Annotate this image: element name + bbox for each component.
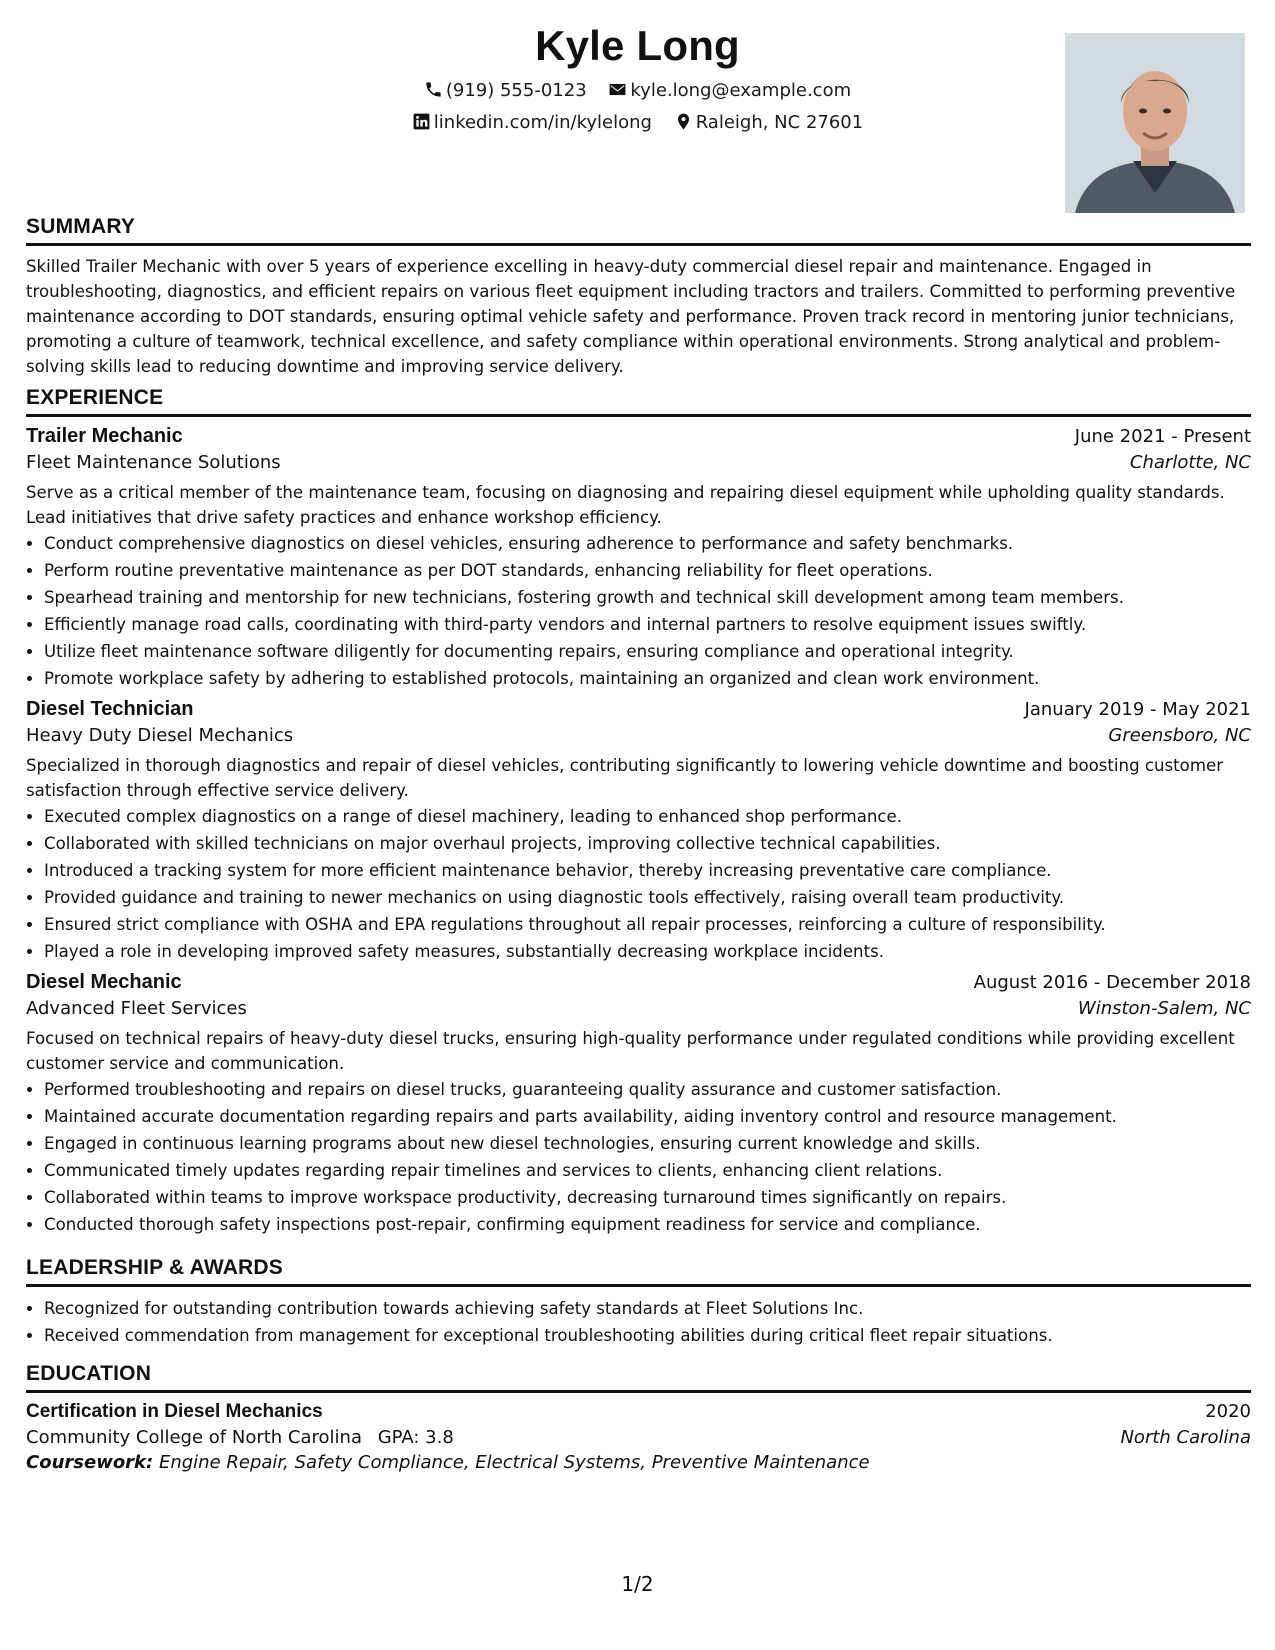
job-entry [26,971,1251,1238]
job-company: Heavy Duty Diesel Mechanics [26,725,294,746]
linkedin-icon [412,112,431,131]
bullet-item: • Spearhead training and mentorship for new technicians, fostering growth and technical skill development among team members. [44,584,1251,611]
bullet-item: • Conducted thorough safety inspections post-repair, confirming equipment readiness for service and compliance. [44,1211,1251,1238]
school-row [26,1427,1251,1448]
education-location: North Carolina [1120,1427,1251,1448]
education-heading: EDUCATION [26,1362,1251,1393]
job-title: Diesel Mechanic [26,971,182,993]
bullet-item: • Collaborated with skilled technicians on major overhaul projects, improving collective technical capabilities. [44,830,1251,857]
job-description: Specialized in thorough diagnostics and repair of diesel vehicles, contributing significantly to lowering vehicle downtime and boosting customer satisfaction through effective service delivery. [26,756,1224,800]
location-contact [674,112,864,133]
map-pin-icon [674,112,693,131]
bullet-item: • Performed troubleshooting and repairs on diesel trucks, guaranteeing quality assurance and customer satisfaction. [44,1076,1251,1103]
bullet-item: • Introduced a tracking system for more efficient maintenance behavior, thereby increasing preventative care compliance. [44,857,1251,884]
bullet-item: • Engaged in continuous learning programs about new diesel technologies, ensuring current knowledge and skills. [44,1130,1251,1157]
envelope-icon [608,80,627,99]
person-portrait-icon [1065,33,1245,213]
summary-text: Skilled Trailer Mechanic with over 5 years of experience excelling in heavy-duty commercial diesel repair and maintenance. Engaged in troubleshooting, diagnostics, and efficient repairs on various fleet equipment including tractors and trailers. Committed to performing preventive maintenance according to DOT standards, ensuring optimal vehicle safety and performance. Proven track record in mentoring junior technicians, promoting a culture of teamwork, technical excellence, and safety compliance within operational environments. Strong analytical and problem-solving skills lead to reducing downtime and improving service delivery. [26,257,1236,376]
job-company-row [26,725,1251,746]
job-bullets [26,803,1251,965]
school-info [26,1427,454,1448]
job-description: Focused on technical repairs of heavy-duty diesel trucks, ensuring high-quality performance under regulated conditions while providing excellent customer service and communication. [26,1029,1235,1073]
bullet-item: • Conduct comprehensive diagnostics on diesel vehicles, ensuring adherence to performance and safety benchmarks. [44,530,1251,557]
leadership-bullets [26,1295,1251,1349]
bullet-item: • Provided guidance and training to newer mechanics on using diagnostic tools effectively, raising overall team productivity. [44,884,1251,911]
phone-text: (919) 555-0123 [445,80,587,101]
job-location: Greensboro, NC [1108,725,1251,746]
bullet-item: • Executed complex diagnostics on a range of diesel machinery, leading to enhanced shop performance. [44,803,1251,830]
bullet-item: • Maintained accurate documentation regarding repairs and parts availability, aiding inventory control and resource management. [44,1103,1251,1130]
email-text: kyle.long@example.com [630,80,852,101]
bullet-item: • Collaborated within teams to improve workspace productivity, decreasing turnaround times significantly on repairs. [44,1184,1251,1211]
bullet-item: • Ensured strict compliance with OSHA and EPA regulations throughout all repair processes, reinforcing a culture of responsibility. [44,911,1251,938]
location-text: Raleigh, NC 27601 [695,112,864,133]
job-entry [26,425,1251,692]
job-company: Fleet Maintenance Solutions [26,452,281,473]
coursework-label: Coursework: [26,1452,154,1473]
bullet-item: • Received commendation from management for exceptional troubleshooting abilities during critical fleet repair situations. [44,1322,1251,1349]
gpa-text: GPA: 3.8 [377,1427,454,1448]
bullet-item: • Recognized for outstanding contribution towards achieving safety standards at Fleet Solutions Inc. [44,1295,1251,1322]
linkedin-text: linkedin.com/in/kylelong [433,112,652,133]
profile-photo [1065,33,1245,213]
job-title-row [26,698,1251,721]
job-title-row [26,971,1251,994]
job-location: Charlotte, NC [1129,452,1251,473]
education-year: 2020 [1205,1401,1251,1422]
job-company: Advanced Fleet Services [26,998,247,1019]
job-bullets [26,530,1251,692]
linkedin-contact[interactable] [412,112,652,133]
leadership-heading: LEADERSHIP & AWARDS [26,1256,1251,1287]
bullet-item: • Perform routine preventative maintenance as per DOT standards, enhancing reliability for fleet operations. [44,557,1251,584]
job-entry [26,698,1251,965]
bullet-item: • Efficiently manage road calls, coordinating with third-party vendors and internal partners to resolve equipment issues swiftly. [44,611,1251,638]
job-dates: August 2016 - December 2018 [973,972,1251,993]
phone-contact[interactable] [424,80,587,101]
job-title: Diesel Technician [26,698,194,720]
bullet-item: • Utilize fleet maintenance software diligently for documenting repairs, ensuring compliance and operational integrity. [44,638,1251,665]
experience-section [26,386,1251,1238]
coursework-row [26,1452,1251,1473]
job-dates: January 2019 - May 2021 [1024,699,1251,720]
page-number: 1/2 [621,1572,654,1596]
education-section [26,1362,1251,1473]
email-contact[interactable] [608,80,851,101]
job-company-row [26,452,1251,473]
experience-heading: EXPERIENCE [26,386,1251,417]
summary-section [26,215,1251,379]
job-description: Serve as a critical member of the maintenance team, focusing on diagnosing and repairing diesel equipment while upholding quality standards. Lead initiatives that drive safety practices and enhance workshop efficiency. [26,483,1225,527]
job-title-row [26,425,1251,448]
degree-title: Certification in Diesel Mechanics [26,1401,323,1422]
coursework-text: Engine Repair, Safety Compliance, Electrical Systems, Preventive Maintenance [158,1452,870,1473]
job-company-row [26,998,1251,1019]
bullet-item: • Promote workplace safety by adhering to established protocols, maintaining an organized and clean work environment. [44,665,1251,692]
school-name: Community College of North Carolina [26,1427,362,1448]
bullet-item: • Played a role in developing improved safety measures, substantially decreasing workplace incidents. [44,938,1251,965]
degree-row [26,1401,1251,1423]
summary-heading: SUMMARY [26,215,1251,246]
leadership-section [26,1256,1251,1349]
job-dates: June 2021 - Present [1074,426,1251,447]
bullet-item: • Communicated timely updates regarding repair timelines and services to clients, enhancing client relations. [44,1157,1251,1184]
job-location: Winston-Salem, NC [1077,998,1251,1019]
candidate-name: Kyle Long [535,22,740,69]
job-title: Trailer Mechanic [26,425,183,447]
phone-icon [424,80,443,99]
job-bullets [26,1076,1251,1238]
